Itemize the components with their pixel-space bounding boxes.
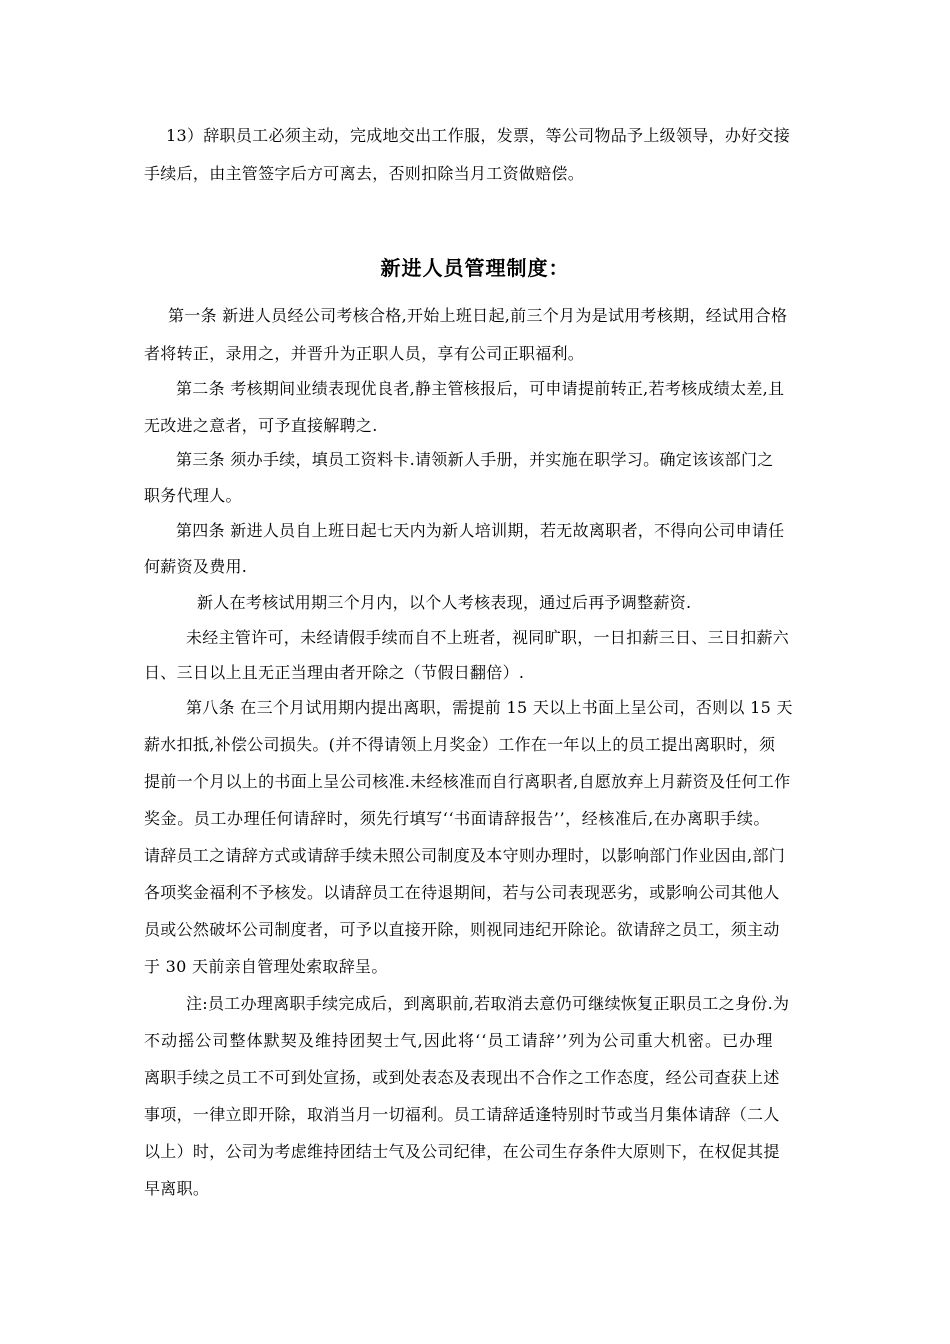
article-1-line-1: 第一条 新进人员经公司考核合格,开始上班日起,前三个月为是试用考核期，经试用合格 — [168, 306, 788, 325]
article-8-line-7: 员或公然破坏公司制度者，可予以直接开除，则视同违纪开除论。欲请辞之员工，须主动 — [144, 920, 780, 939]
paragraph-13-line-1: 13）辞职员工必须主动，完成地交出工作服，发票，等公司物品予上级领导，办好交接 — [166, 126, 791, 145]
article-3-line-1: 第三条 须办手续，填员工资料卡.请领新人手册，并实施在职学习。确定该该部门之 — [176, 450, 774, 469]
article-8-line-3: 提前一个月以上的书面上呈公司核准.未经核准而自行离职者,自愿放弃上月薪资及任何工作 — [144, 772, 791, 791]
article-3-line-2: 职务代理人。 — [144, 486, 242, 505]
article-2-line-1: 第二条 考核期间业绩表现优良者,静主管核报后，可申请提前转正,若考核成绩太差,且 — [176, 379, 785, 398]
article-1-line-2: 者将转正，录用之，并晋升为正职人员，享有公司正职福利。 — [144, 344, 585, 363]
article-8-line-6: 各项奖金福利不予核发。以请辞员工在待退期间，若与公司表现恶劣，或影响公司其他人 — [144, 883, 780, 902]
absence-line-1: 未经主管许可，未经请假手续而自不上班者，视同旷职，一日扣薪三日、三日扣薪六 — [186, 628, 790, 647]
note-line-2: 不动摇公司整体默契及维持团契士气,因此将‘‘员工请辞’’列为公司重大机密。已办理 — [144, 1031, 774, 1050]
section-title: 新进人员管理制度： — [380, 256, 570, 280]
article-8-line-4: 奖金。员工办理任何请辞时，须先行填写‘‘书面请辞报告’’，经核准后,在办离职手续。 — [144, 809, 771, 828]
article-2-line-2: 无改进之意者，可予直接解聘之. — [144, 416, 378, 435]
probation-salary-line: 新人在考核试用期三个月内，以个人考核表现，通过后再予调整薪资. — [197, 593, 692, 612]
article-8-line-5: 请辞员工之请辞方式或请辞手续未照公司制度及本守则办理时，以影响部门作业因由,部门 — [144, 846, 786, 865]
article-8-line-1: 第八条 在三个月试用期内提出离职，需提前 15 天以上书面上呈公司，否则以 15 天 — [186, 698, 793, 717]
paragraph-13-line-2: 手续后，由主管签字后方可离去，否则扣除当月工资做赔偿。 — [144, 164, 585, 183]
note-line-6: 早离职。 — [144, 1179, 210, 1198]
article-8-line-2: 薪水扣抵,补偿公司损失。(并不得请领上月奖金）工作在一年以上的员工提出离职时，须 — [144, 735, 776, 754]
note-line-3: 离职手续之员工不可到处宣扬，或到处表态及表现出不合作之工作态度，经公司查获上述 — [144, 1068, 780, 1087]
note-line-4: 事项，一律立即开除，取消当月一切福利。员工请辞适逢特别时节或当月集体请辞（二人 — [144, 1105, 780, 1124]
article-8-line-8: 于 30 天前亲自管理处索取辞呈。 — [144, 957, 388, 976]
note-line-5: 以上）时，公司为考虑维持团结士气及公司纪律，在公司生存条件大原则下，在权促其提 — [144, 1142, 780, 1161]
article-4-line-1: 第四条 新进人员自上班日起七天内为新人培训期，若无故离职者，不得向公司申请任 — [176, 521, 785, 540]
note-line-1: 注:员工办理离职手续完成后，到离职前,若取消去意仍可继续恢复正职员工之身份.为 — [186, 994, 790, 1013]
absence-line-2: 日、三日以上且无正当理由者开除之（节假日翻倍）. — [144, 663, 525, 682]
article-4-line-2: 何薪资及费用. — [144, 557, 248, 576]
